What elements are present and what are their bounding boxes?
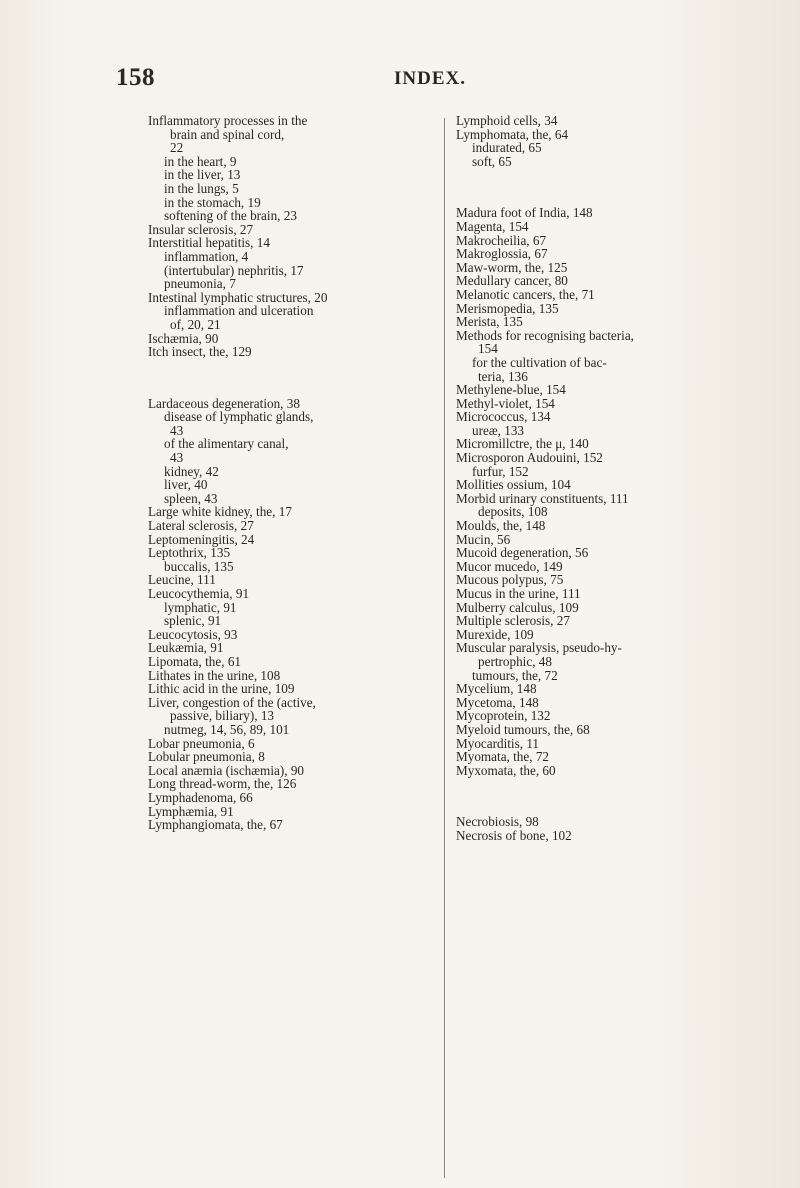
index-subentry: furfur, 152 (472, 463, 529, 479)
running-head: INDEX. (394, 68, 466, 89)
index-subentry: buccalis, 135 (164, 558, 234, 574)
index-entry: Methyl-violet, 154 (456, 395, 555, 411)
index-entry: Merismopedia, 135 (456, 300, 559, 316)
index-entry: Necrobiosis, 98 (456, 814, 539, 830)
index-subentry: softening of the brain, 23 (164, 208, 297, 224)
section-gap (456, 168, 756, 206)
index-column-right (456, 114, 756, 843)
column-divider (444, 118, 445, 1178)
index-subentry: kidney, 42 (164, 463, 219, 479)
index-entry: Microsporon Audouini, 152 (456, 450, 603, 466)
index-entry: Long thread-worm, the, 126 (148, 776, 297, 792)
index-entry: Lateral sclerosis, 27 (148, 518, 254, 534)
index-entry: Mycetoma, 148 (456, 694, 539, 710)
index-subentry: in the lungs, 5 (164, 180, 239, 196)
index-entry: Large white kidney, the, 17 (148, 504, 292, 520)
index-entry: Mucor mucedo, 149 (456, 558, 563, 574)
index-entry: Local anæmia (ischæmia), 90 (148, 762, 305, 778)
index-subentry: pertrophic, 48 (478, 653, 552, 669)
index-entry: Mycoprotein, 132 (456, 708, 551, 724)
index-subentry: tumours, the, 72 (472, 667, 558, 683)
index-entry: Lymphomata, the, 64 (456, 126, 569, 142)
index-subentry: pneumonia, 7 (164, 276, 236, 292)
index-entry: Micrococcus, 134 (456, 409, 551, 425)
index-entry: Lipomata, the, 61 (148, 653, 242, 669)
index-entry: Lymphoid cells, 34 (456, 113, 558, 128)
index-entry: Myxomata, the, 60 (456, 762, 556, 778)
index-entry: Ischæmia, 90 (148, 330, 219, 346)
index-entry: Merista, 135 (456, 314, 523, 330)
index-subentry: (intertubular) nephritis, 17 (164, 262, 304, 278)
index-entry: Mycelium, 148 (456, 681, 537, 697)
index-subentry: inflammation and ulceration (164, 303, 314, 319)
index-entry: Lobular pneumonia, 8 (148, 749, 265, 765)
index-entry: Multiple sclerosis, 27 (456, 613, 570, 629)
index-entry: Mucus in the urine, 111 (456, 586, 581, 601)
index-subentry: ureæ, 133 (472, 422, 525, 438)
index-entry: Murexide, 109 (456, 626, 534, 642)
index-entry: Lardaceous degeneration, 38 (148, 395, 300, 411)
index-subentry: in the liver, 13 (164, 167, 241, 183)
index-entry: Mulberry calculus, 109 (456, 599, 579, 615)
page-header (116, 64, 706, 94)
index-entry: Lithic acid in the urine, 109 (148, 681, 295, 697)
index-entry: Mollities ossium, 104 (456, 477, 571, 493)
index-entry: Maw-worm, the, 125 (456, 259, 568, 275)
index-subentry: liver, 40 (164, 477, 208, 493)
index-entry: Micromillctre, the μ, 140 (456, 436, 589, 452)
index-entry: Intestinal lymphatic structures, 20 (148, 289, 328, 305)
index-entry: Leucocythemia, 91 (148, 586, 250, 601)
index-subentry: indurated, 65 (472, 140, 542, 156)
index-subentry: brain and spinal cord, (170, 126, 285, 142)
index-subentry: teria, 136 (478, 368, 528, 384)
index-entry: Mucoid degeneration, 56 (456, 545, 589, 561)
index-entry: Mucin, 56 (456, 531, 511, 547)
index-entry: Medullary cancer, 80 (456, 273, 568, 289)
index-subentry: of, 20, 21 (170, 316, 221, 332)
index-subentry: deposits, 108 (478, 504, 548, 520)
index-entry: Magenta, 154 (456, 218, 529, 234)
index-subentry: passive, biliary), 13 (170, 708, 275, 724)
index-entry: Methods for recognising bacteria, (456, 327, 634, 343)
index-entry: Melanotic cancers, the, 71 (456, 286, 595, 302)
index-entry: Lithates in the urine, 108 (148, 667, 281, 683)
index-subentry: splenic, 91 (164, 613, 222, 629)
section-gap (148, 359, 438, 397)
index-entry: Muscular paralysis, pseudo-hy- (456, 640, 622, 656)
index-entry: Lymphæmia, 91 (148, 803, 234, 819)
index-entry: Mucous polypus, 75 (456, 572, 564, 588)
index-entry: Lobar pneumonia, 6 (148, 735, 255, 751)
section-gap (456, 777, 756, 815)
index-subentry: spleen, 43 (164, 490, 218, 506)
index-subentry: lymphatic, 91 (164, 599, 237, 615)
index-subentry: 43 (170, 450, 184, 466)
index-entry: Morbid urinary constituents, 111 (456, 490, 629, 506)
index-subentry: for the cultivation of bac- (472, 354, 607, 370)
index-subentry: in the stomach, 19 (164, 194, 261, 210)
index-entry: Myocarditis, 11 (456, 735, 540, 751)
index-entry: Makroglossia, 67 (456, 246, 548, 262)
page-number: 158 (116, 64, 155, 91)
index-entry: Interstitial hepatitis, 14 (148, 235, 270, 251)
index-entry: Insular sclerosis, 27 (148, 221, 254, 237)
index-entry: Liver, congestion of the (active, (148, 694, 316, 710)
index-entry: Leucine, 111 (148, 572, 216, 588)
index-subentry: 43 (170, 422, 184, 438)
index-entry: Myomata, the, 72 (456, 749, 550, 765)
index-subentry: in the heart, 9 (164, 153, 237, 169)
index-entry: Methylene-blue, 154 (456, 382, 566, 398)
index-entry: Itch insect, the, 129 (148, 344, 252, 360)
index-entry: Leptothrix, 135 (148, 545, 231, 561)
index-entry: Leucocytosis, 93 (148, 626, 238, 642)
index-entry: Inflammatory processes in the (148, 113, 308, 128)
index-subentry: 22 (170, 140, 184, 156)
index-subentry: disease of lymphatic glands, (164, 409, 314, 425)
index-entry: Myeloid tumours, the, 68 (456, 721, 590, 737)
index-subentry: inflammation, 4 (164, 248, 249, 264)
index-subentry: soft, 65 (472, 153, 512, 169)
index-entry: Moulds, the, 148 (456, 518, 546, 534)
index-subentry: of the alimentary canal, (164, 436, 289, 452)
index-entry: Lymphadenoma, 66 (148, 789, 253, 805)
index-subentry: nutmeg, 14, 56, 89, 101 (164, 721, 290, 737)
index-entry: Necrosis of bone, 102 (456, 827, 572, 843)
index-entry: Makrocheilia, 67 (456, 232, 547, 248)
index-subentry: 154 (478, 341, 498, 357)
index-entry: Leukæmia, 91 (148, 640, 224, 656)
index-column-left (148, 114, 438, 832)
index-entry: Leptomeningitis, 24 (148, 531, 255, 547)
index-entry: Madura foot of India, 148 (456, 205, 593, 221)
index-entry: Lymphangiomata, the, 67 (148, 817, 283, 833)
